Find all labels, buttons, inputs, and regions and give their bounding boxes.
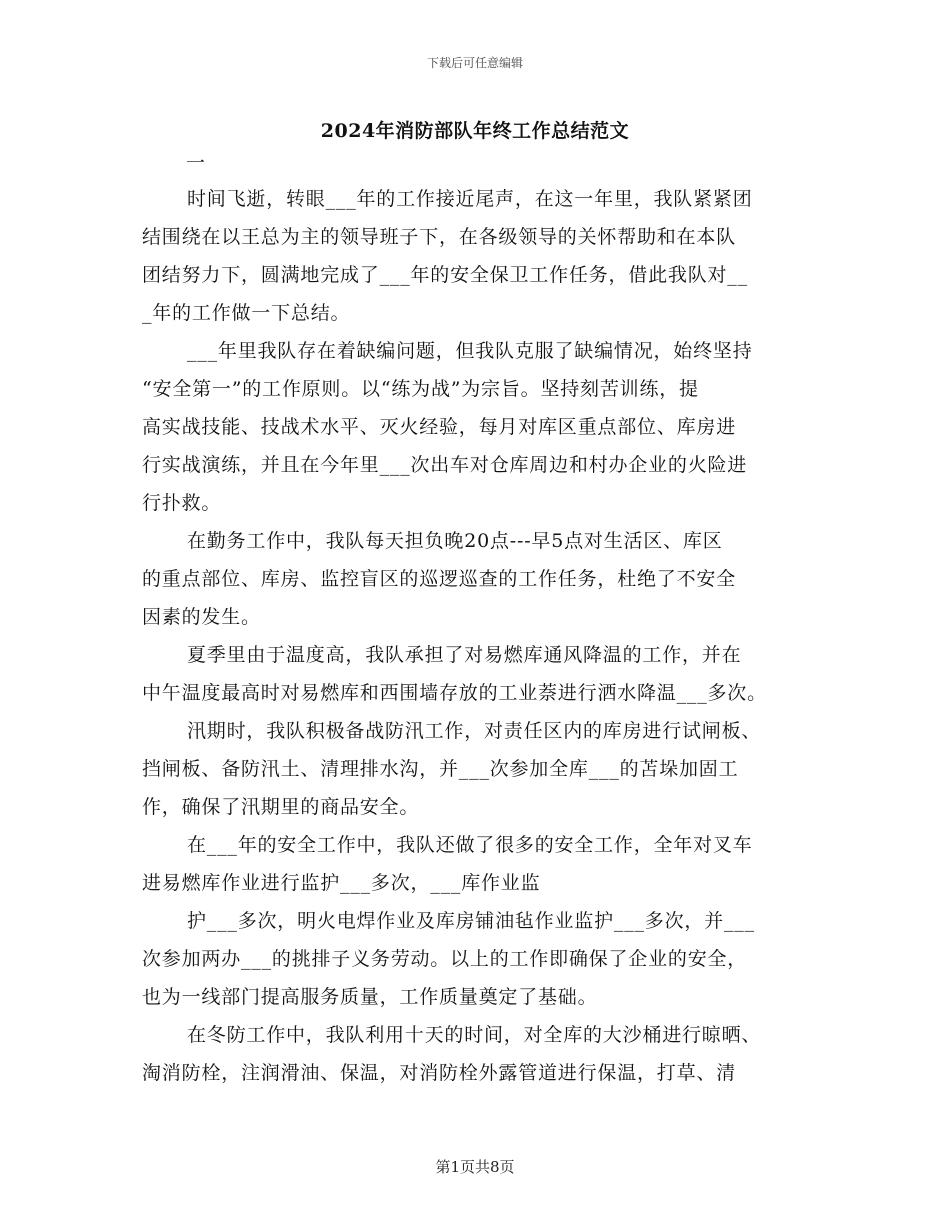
body-line: 淘消防栓，注润滑油、保温，对消防栓外露管道进行保温，打草、清 — [142, 1062, 737, 1084]
body-line: 次参加两办___的挑排子义务劳动。以上的工作即确保了企业的安全， — [142, 948, 748, 970]
body-line: 在冬防工作中，我队利用十天的时间，对全库的大沙桶进行晾晒、 — [187, 1024, 762, 1046]
page-footer: 第1页共8页 — [435, 1158, 515, 1176]
body-line: 汛期时，我队积极备战防汛工作，对责任区内的库房进行试闸板、 — [187, 720, 762, 742]
body-line: 因素的发生。 — [142, 606, 261, 628]
body-line: “安全第一”的工作原则。以“练为战”为宗旨。坚持刻苦训练，提 — [142, 378, 699, 400]
body-line: 行扑救。 — [142, 492, 222, 514]
body-line: 在勤务工作中，我队每天担负晚20点---早5点对生活区、库区 — [187, 530, 723, 552]
document-title: 2024年消防部队年终工作总结范文 — [320, 120, 630, 142]
body-line: 也为一线部门提高服务质量，工作质量奠定了基础。 — [142, 986, 598, 1008]
section-mark: 一 — [186, 152, 206, 174]
body-line: 高实战技能、技战术水平、灭火经验，每月对库区重点部位、库房进 — [142, 416, 737, 438]
body-line: 进易燃库作业进行监护___多次，___库作业监 — [142, 872, 541, 894]
body-line: ___年里我队存在着缺编问题，但我队克服了缺编情况，始终坚持 — [187, 340, 753, 362]
body-line: 的重点部位、库房、监控盲区的巡逻巡查的工作任务，杜绝了不安全 — [142, 568, 737, 590]
body-line: 作，确保了汛期里的商品安全。 — [142, 796, 420, 818]
body-line: 团结努力下，圆满地完成了___年的安全保卫工作任务，借此我队对__ — [142, 264, 748, 286]
body-line: 中午温度最高时对易燃库和西围墙存放的工业萘进行洒水降温___多次。 — [142, 682, 767, 704]
body-line: 结围绕在以王总为主的领导班子下，在各级领导的关怀帮助和在本队 — [142, 226, 737, 248]
body-line: 护___多次，明火电焊作业及库房铺油毡作业监护___多次，并___ — [187, 910, 755, 932]
body-line: 挡闸板、备防汛土、清理排水沟，并___次参加全库___的苫垛加固工 — [142, 758, 739, 780]
header-note: 下载后可任意编辑 — [426, 56, 523, 70]
body-line: 时间飞逝，转眼___年的工作接近尾声，在这一年里，我队紧紧团 — [187, 188, 753, 210]
body-line: 夏季里由于温度高，我队承担了对易燃库通风降温的工作，并在 — [187, 644, 742, 666]
document-body — [142, 180, 814, 1092]
body-line: 行实战演练，并且在今年里___次出车对仓库周边和村办企业的火险进 — [142, 454, 748, 476]
body-line: _年的工作做一下总结。 — [142, 302, 351, 324]
body-line: 在___年的安全工作中，我队还做了很多的安全工作，全年对叉车 — [187, 834, 753, 856]
